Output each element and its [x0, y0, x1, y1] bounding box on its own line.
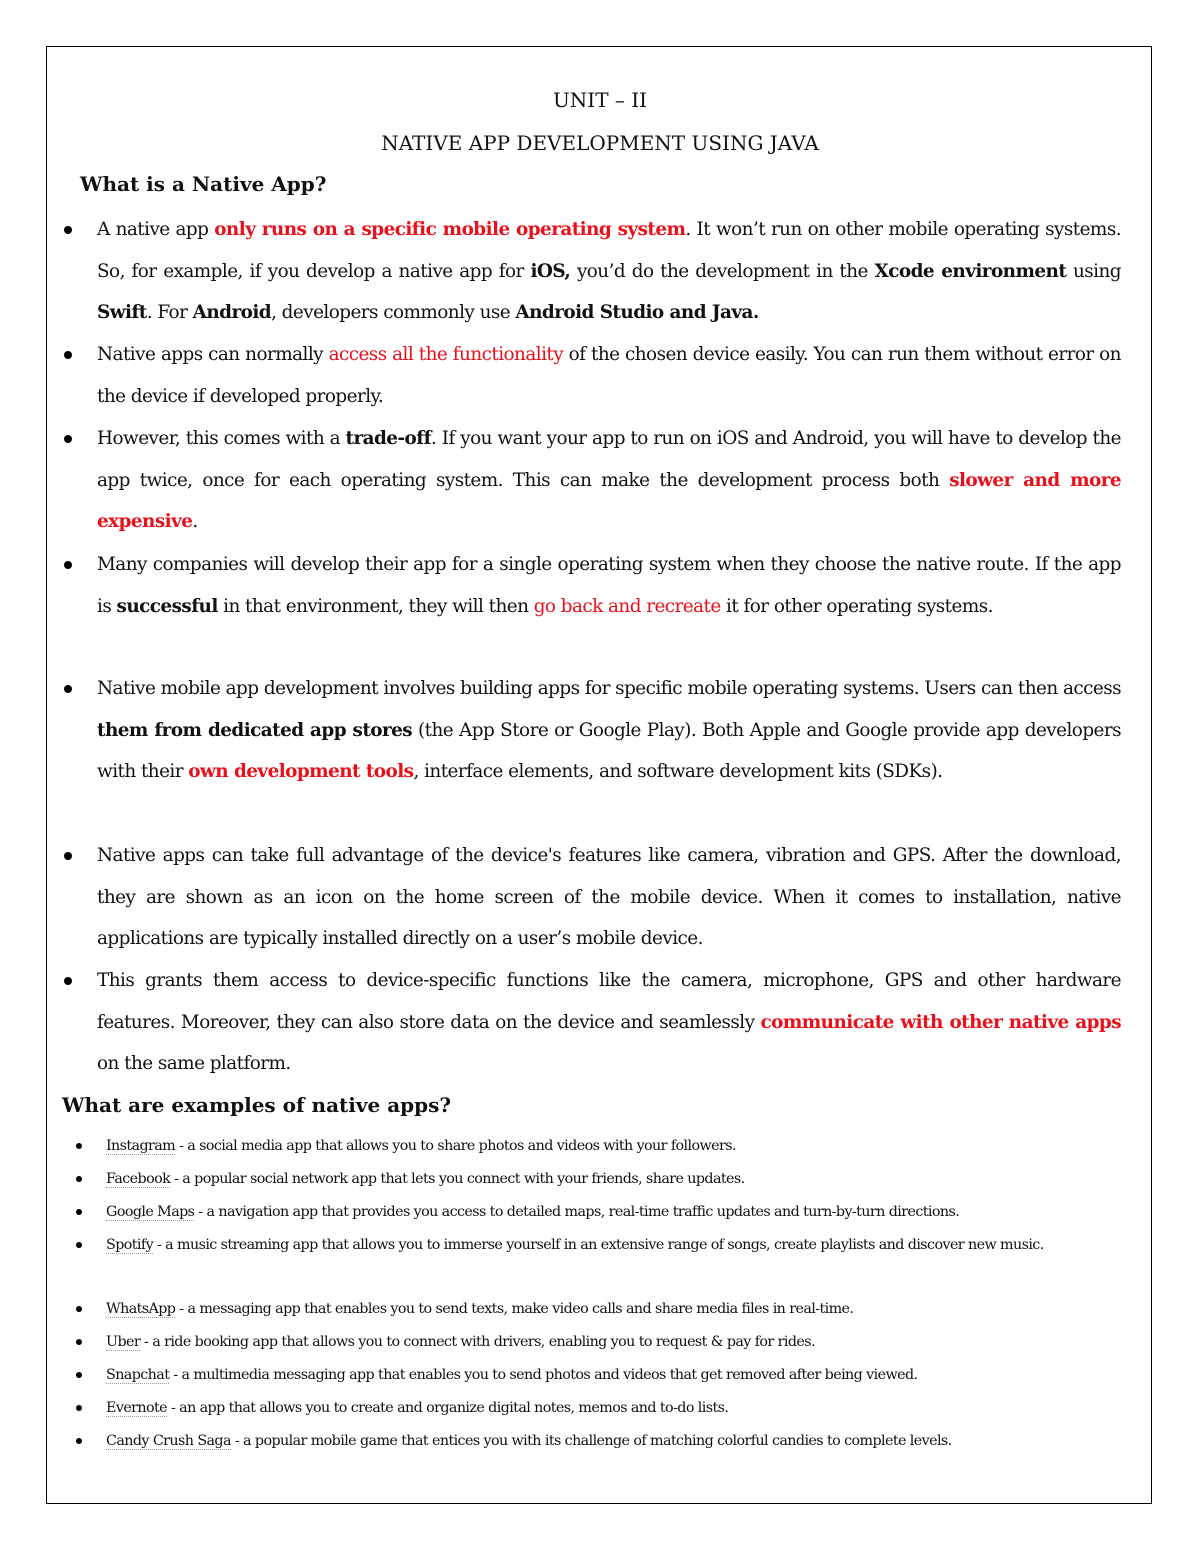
- app-description: - a popular mobile game that entices you with its challenge of matching colorful candies to complete levels.: [230, 1433, 952, 1449]
- app-name: Google Maps: [106, 1204, 195, 1220]
- example-item-google-maps: [106, 1196, 1126, 1229]
- app-description: - a navigation app that provides you access to detailed maps, real-time traffic updates and turn-by-turn directions.: [194, 1204, 960, 1220]
- app-description: - a multimedia messaging app that enables you to send photos and videos that get removed after being viewed.: [169, 1367, 918, 1383]
- app-description: - a music streaming app that allows you to immerse yourself in an extensive range of songs, create playlists and discover new music.: [153, 1237, 1044, 1253]
- highlight-text: slower and more expensive: [97, 469, 1121, 532]
- text-run: A native app: [97, 219, 215, 240]
- bold-text: trade-off: [345, 428, 431, 449]
- app-name: Evernote: [106, 1400, 168, 1416]
- bullet-item: [97, 835, 1121, 960]
- unit-title: UNIT – II: [552, 88, 648, 112]
- section-heading-native-app: What is a Native App?: [80, 172, 327, 196]
- bold-text: iOS,: [530, 260, 571, 282]
- bold-text: Swift: [97, 302, 147, 323]
- text-run: Many companies will develop their app for a single operating system when they choose the native route. If the app is: [97, 554, 1121, 617]
- bold-text: Android: [192, 302, 272, 323]
- bullet-item: [97, 544, 1121, 668]
- bold-text: them from dedicated app stores: [97, 719, 413, 741]
- text-run: .: [192, 511, 198, 532]
- text-run: you’d do the development in the: [570, 260, 875, 282]
- text-run: However, this comes with a: [97, 428, 346, 449]
- bold-text: successful: [116, 595, 218, 617]
- app-description: - an app that allows you to create and organize digital notes, memos and to-do lists.: [167, 1400, 729, 1416]
- text-run: (the App Store or Google Play). Both Apple and Google provide app developers with their: [97, 719, 1121, 782]
- examples-list: [106, 1130, 1126, 1458]
- highlight-text: communicate with other native apps: [760, 1011, 1122, 1033]
- highlight-text: access all the functionality: [328, 344, 564, 365]
- text-run: of the chosen device easily. You can run them without error on the device if developed properly.: [97, 344, 1121, 407]
- example-item-facebook: [106, 1163, 1126, 1196]
- text-run: using: [1066, 260, 1122, 282]
- text-run: , developers commonly use: [271, 302, 516, 323]
- app-description: - a messaging app that enables you to send texts, make video calls and share media files in real-time.: [175, 1301, 854, 1317]
- app-description: - a social media app that allows you to share photos and videos with your followers.: [175, 1138, 736, 1154]
- app-description: - a ride booking app that allows you to connect with drivers, enabling you to request & pay for rides.: [140, 1334, 815, 1350]
- bold-text: Android Studio and Java.: [515, 302, 759, 323]
- highlight-text: own development tools: [188, 761, 414, 782]
- highlight-text: go back and recreate: [533, 595, 721, 617]
- text-run: . If you want your app to run on iOS and Android, you will have to develop the app twice, once for each operating system. This can make the development process both: [97, 428, 1121, 491]
- example-item-evernote: [106, 1392, 1126, 1425]
- example-item-uber: [106, 1326, 1126, 1359]
- text-run: Native apps can normally: [97, 344, 329, 365]
- app-name: Instagram: [106, 1138, 176, 1154]
- bold-text: Xcode environment: [874, 260, 1067, 282]
- bullet-item: [97, 668, 1121, 835]
- app-name: Candy Crush Saga: [106, 1433, 231, 1449]
- text-run: . It won’t run on other mobile operating systems. So, for example, if you develop a native app for: [97, 219, 1122, 282]
- app-name: Facebook: [106, 1171, 171, 1187]
- text-run: in that environment, they will then: [217, 595, 534, 617]
- example-item-spotify: [106, 1229, 1126, 1293]
- app-name: Spotify: [106, 1237, 154, 1253]
- text-run: , interface elements, and software development kits (SDKs).: [413, 761, 943, 782]
- document-title: NATIVE APP DEVELOPMENT USING JAVA: [381, 131, 819, 155]
- example-item-snapchat: [106, 1359, 1126, 1392]
- bullet-item: [97, 418, 1121, 544]
- text-run: This grants them access to device-specific functions like the camera, microphone, GPS and other hardware features. Moreover, they can also store data on the device and seamlessly: [97, 970, 1121, 1033]
- example-item-instagram: [106, 1130, 1126, 1163]
- text-run: . For: [146, 302, 193, 323]
- text-run: it for other operating systems.: [720, 595, 993, 617]
- example-item-candy-crush: [106, 1425, 1126, 1458]
- bullet-item: [97, 960, 1121, 1085]
- native-app-bullet-list: [97, 209, 1121, 1085]
- app-name: Uber: [106, 1334, 141, 1350]
- bullet-item: [97, 334, 1121, 418]
- highlight-text: only runs on a specific mobile operating system: [214, 219, 686, 240]
- app-name: Snapchat: [106, 1367, 170, 1383]
- section-heading-examples: What are examples of native apps?: [62, 1093, 452, 1117]
- app-name: WhatsApp: [106, 1301, 176, 1317]
- text-run: Native apps can take full advantage of the device's features like camera, vibration and GPS. After the download, they are shown as an icon on the home screen of the mobile device. When it comes to installation, native applications are typically installed directly on a user’s mobile device.: [97, 845, 1121, 949]
- example-item-whatsapp: [106, 1293, 1126, 1326]
- bullet-item: [97, 209, 1121, 334]
- text-run: Native mobile app development involves building apps for specific mobile operating systems. Users can then access: [97, 678, 1121, 699]
- app-description: - a popular social network app that lets you connect with your friends, share updates.: [170, 1171, 745, 1187]
- text-run: on the same platform.: [97, 1053, 291, 1074]
